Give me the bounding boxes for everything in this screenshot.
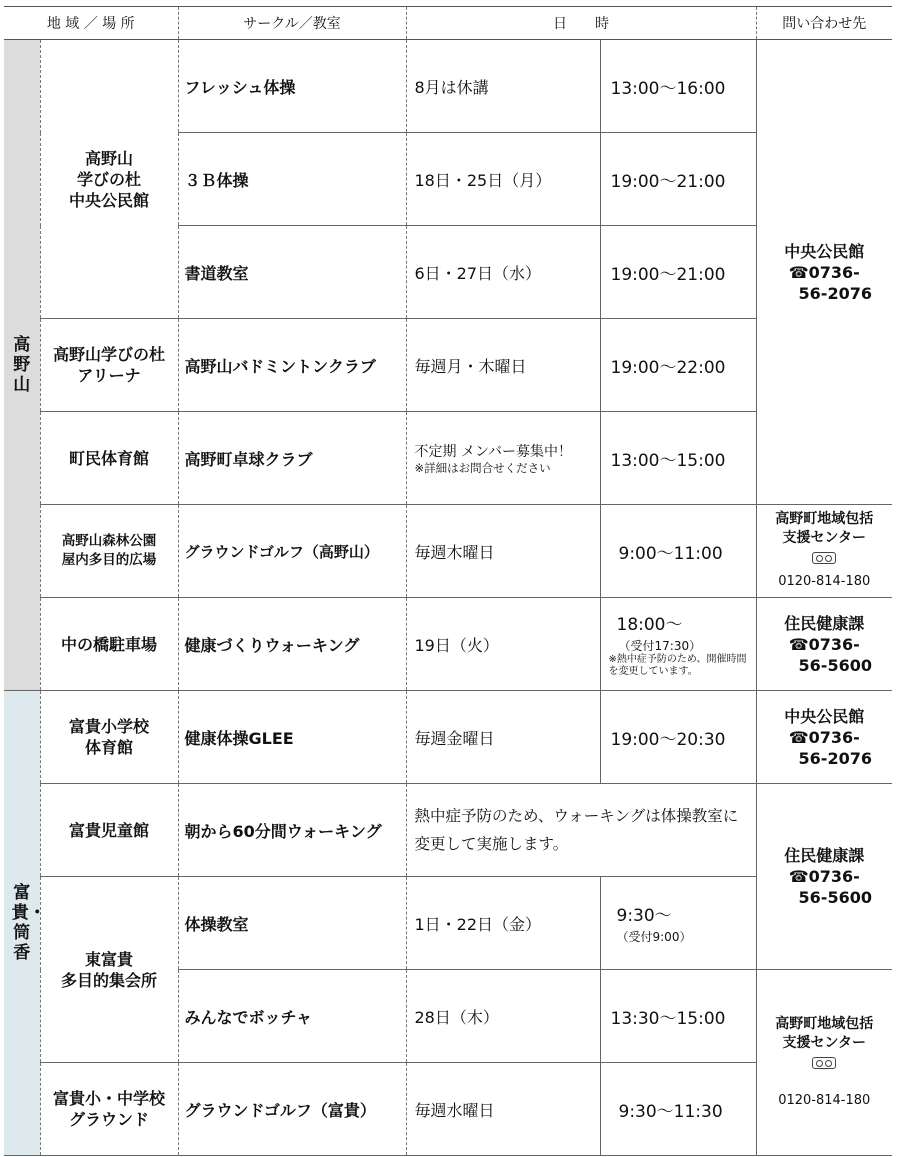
time-cell: 13:00〜16:00 <box>600 40 756 133</box>
place-cell <box>40 784 178 877</box>
date-cell: 毎週月・木曜日 <box>406 319 600 412</box>
header-region-place: 地 域 ／ 場 所 <box>4 7 178 40</box>
date-cell: 8月は休講 <box>406 40 600 133</box>
place-line: グラウンド <box>68 1110 149 1129</box>
circle-name: みんなでボッチャ <box>178 970 406 1063</box>
date-cell: 毎週金曜日 <box>406 691 600 784</box>
time-cell: 13:00〜15:00 <box>600 412 756 505</box>
contact-tel: ☎0736- <box>788 634 860 654</box>
circle-name: 健康づくりウォーキング <box>178 598 406 691</box>
place-cell <box>40 1063 178 1156</box>
date-cell: 18日・25日（月） <box>406 133 600 226</box>
place-cell <box>40 40 178 319</box>
place-line: 富貴児童館 <box>68 820 149 840</box>
header-contact: 問い合わせ先 <box>756 7 892 40</box>
contact-tel-2: 56-2076 <box>798 283 872 303</box>
header-circle: サークル／教室 <box>178 7 406 40</box>
date-cell <box>406 412 600 505</box>
contact-houkatsu <box>756 970 892 1156</box>
place-line: 町民体育館 <box>68 448 149 468</box>
date-cell: 毎週木曜日 <box>406 505 600 598</box>
time-text: 18:00〜 <box>616 615 683 635</box>
date-cell: 1日・22日（金） <box>406 877 600 970</box>
place-line: 東富貴 <box>84 949 133 969</box>
date-cell: 19日（火） <box>406 598 600 691</box>
place-line: 多目的集会所 <box>60 970 157 990</box>
time-cell: 19:00〜22:00 <box>600 319 756 412</box>
header-datetime: 日 時 <box>406 7 756 40</box>
table-row <box>4 691 892 784</box>
time-cell <box>600 598 756 691</box>
place-cell <box>40 505 178 598</box>
table-row <box>4 784 892 877</box>
place-line: アリーナ <box>77 366 141 385</box>
time-cell: 9:00〜11:00 <box>600 505 756 598</box>
place-cell <box>40 691 178 784</box>
place-line: 富貴小学校 <box>68 717 149 736</box>
time-cell: 9:30〜11:30 <box>600 1063 756 1156</box>
time-sub: （受付9:00） <box>616 930 692 944</box>
contact-kominkan <box>756 691 892 784</box>
place-cell <box>40 412 178 505</box>
date-line: 熱中症予防のため、ウォーキングは体操教室に <box>414 807 739 825</box>
time-cell: 13:30〜15:00 <box>600 970 756 1063</box>
date-cell: 28日（木） <box>406 970 600 1063</box>
date-cell: 毎週水曜日 <box>406 1063 600 1156</box>
region-fuki <box>4 691 46 1156</box>
circle-name: 高野町卓球クラブ <box>178 412 406 505</box>
time-cell: 19:00〜21:00 <box>600 226 756 319</box>
circle-name: グラウンドゴルフ（高野山） <box>178 505 406 598</box>
freedial-icon <box>812 1057 836 1069</box>
contact-tel-2: 56-5600 <box>798 655 872 675</box>
circle-name: 高野山バドミントンクラブ <box>178 319 406 412</box>
contact-name: 支援センター <box>782 1034 866 1051</box>
time-text: 9:30〜 <box>616 906 672 926</box>
contact-kenko <box>756 598 892 691</box>
place-cell <box>40 598 178 691</box>
place-line: 屋内多目的広場 <box>61 552 157 568</box>
place-line: 中央公民館 <box>68 190 149 210</box>
table-header <box>4 7 892 40</box>
place-line: 学びの杜 <box>76 169 141 189</box>
date-cell <box>406 784 756 877</box>
table-row <box>4 40 892 133</box>
place-line: 高野山学びの杜 <box>52 345 165 364</box>
circle-name: 朝から60分間ウォーキング <box>178 784 406 877</box>
contact-kominkan <box>756 40 892 505</box>
date-cell: 6日・27日（水） <box>406 226 600 319</box>
contact-name: 支援センター <box>782 530 866 546</box>
circle-name: グラウンドゴルフ（富貴） <box>178 1063 406 1156</box>
circle-name: 健康体操GLEE <box>178 691 406 784</box>
place-line: 高野山森林公園 <box>61 533 157 549</box>
circle-name: フレッシュ体操 <box>178 40 406 133</box>
place-line: 体育館 <box>84 738 133 757</box>
schedule-table <box>4 6 892 1156</box>
contact-tel: ☎0736- <box>788 262 860 282</box>
place-line: 中の橋駐車場 <box>60 634 157 654</box>
date-text: 不定期 メンバー募集中！ <box>414 443 572 460</box>
time-cell <box>600 877 756 970</box>
circle-name: ３Ｂ体操 <box>178 133 406 226</box>
contact-tel-2: 56-5600 <box>798 888 872 907</box>
place-line: 高野山 <box>84 148 133 168</box>
contact-houkatsu <box>756 505 892 598</box>
contact-name: 中央公民館 <box>784 706 865 726</box>
contact-name: 高野町地域包括 <box>775 511 874 527</box>
contact-kenko <box>756 784 892 970</box>
region-koyasan <box>4 40 40 691</box>
contact-tel: ☎0736- <box>788 727 860 747</box>
place-line: 富貴小・中学校 <box>52 1089 165 1108</box>
table-row <box>4 505 892 598</box>
contact-tel-2: 56-2076 <box>798 748 872 768</box>
date-note: ※詳細はお問合せください <box>414 460 551 475</box>
region-label: 高野山 <box>13 335 31 395</box>
place-cell <box>40 877 178 1063</box>
place-cell <box>40 319 178 412</box>
contact-name: 住民健康課 <box>784 613 865 633</box>
region-label: 富貴・筒香 <box>11 883 46 963</box>
contact-freedial: 0120-814-180 <box>778 1092 871 1108</box>
contact-name: 中央公民館 <box>784 241 865 261</box>
time-sub: （受付17:30） <box>618 639 702 653</box>
freedial-icon <box>812 552 836 564</box>
circle-name: 書道教室 <box>178 226 406 319</box>
circle-name: 体操教室 <box>178 877 406 970</box>
contact-name: 住民健康課 <box>784 846 865 865</box>
time-cell: 19:00〜20:30 <box>600 691 756 784</box>
date-line: 変更して実施します。 <box>414 835 569 853</box>
contact-name: 高野町地域包括 <box>775 1015 874 1032</box>
table-row <box>4 598 892 691</box>
time-cell: 19:00〜21:00 <box>600 133 756 226</box>
time-note: ※熱中症予防のため、開催時間を変更しています。 <box>608 654 747 677</box>
contact-tel: ☎0736- <box>788 867 860 886</box>
contact-freedial: 0120-814-180 <box>778 574 871 589</box>
